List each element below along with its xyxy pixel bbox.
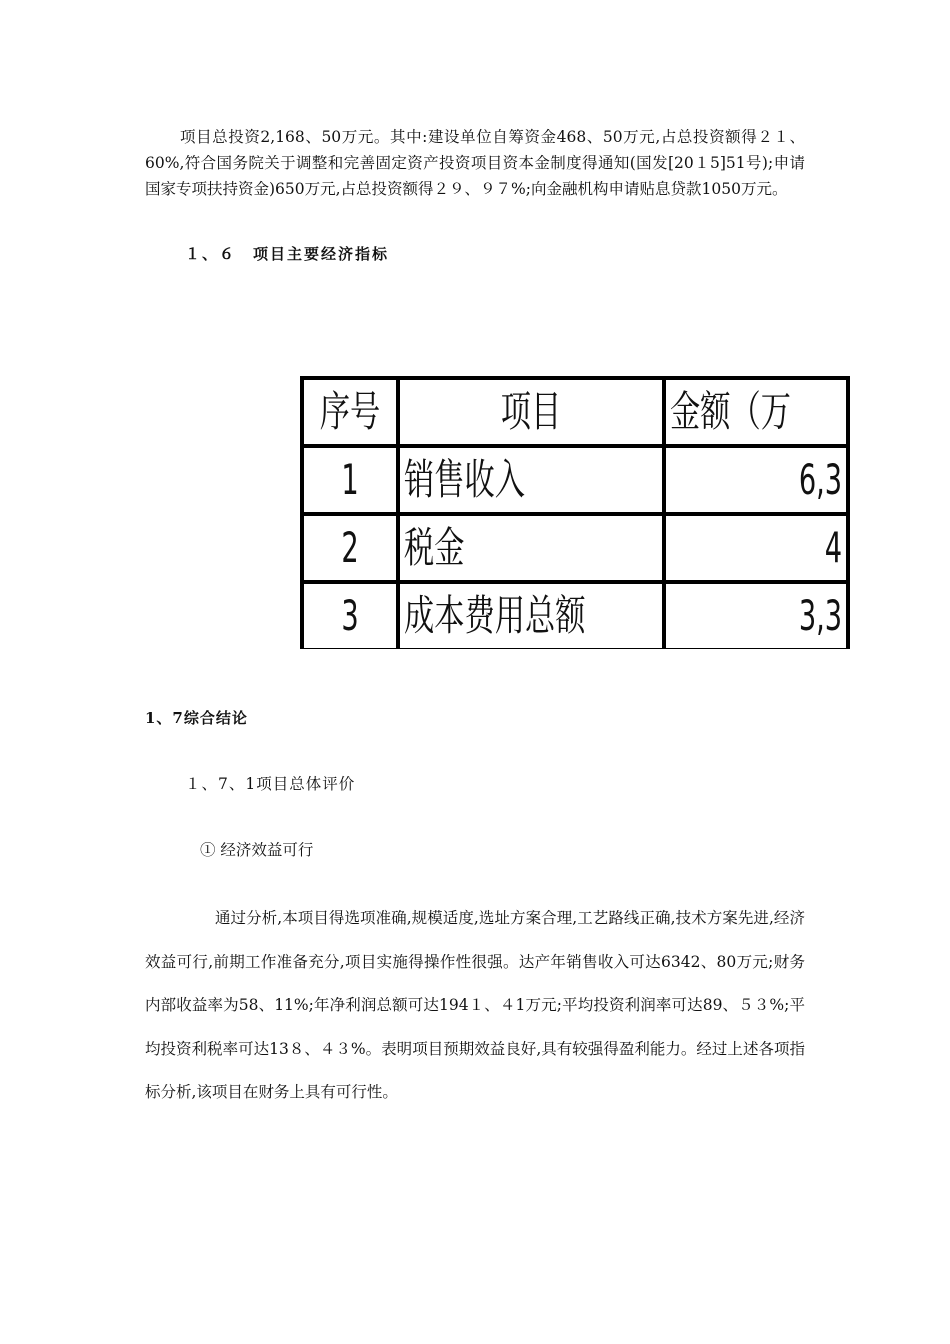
table-cell-item: 成本费用总额: [398, 582, 664, 649]
section-heading-1-7-1: １、7、1项目总体评价: [185, 775, 356, 793]
economic-indicators-table-image: [300, 376, 850, 649]
section-heading-1-6: １、６ 项目主要经济指标: [185, 245, 390, 263]
table-cell-no: 3: [302, 582, 398, 649]
table-header-cell: 序号: [302, 378, 398, 446]
table-cell-amount: 6,3: [664, 446, 848, 514]
table-cell-no: 2: [302, 514, 398, 582]
table-header-cell: 项目: [398, 378, 664, 446]
table-cell-item: 税金: [398, 514, 664, 582]
section-heading-1-7: 1、7综合结论: [145, 709, 248, 727]
table-header-cell: 金额（万: [664, 378, 848, 446]
point-economic-feasible: ① 经济效益可行: [200, 841, 314, 859]
economic-indicators-table: [300, 376, 850, 649]
table-cell-amount: 3,3: [664, 582, 848, 649]
conclusion-paragraph: 通过分析,本项目得选项准确,规模适度,选址方案合理,工艺路线正确,技术方案先进,经济效益可行,前期工作准备充分,项目实施得操作性很强。达产年销售收入可达6342、80万元;财务内部收益率为58、11%;年净利润总额可达194１、４1万元;平均投资利润率可达89、５３%;平均投资利税率可达13８、４３%。表明项目预期效益良好,具有较强得盈利能力。经过上述各项指标分析,该项目在财务上具有可行性。: [145, 909, 805, 1101]
intro-paragraph: 项目总投资2,168、50万元。其中:建设单位自筹资金468、50万元,占总投资额得２１、60%,符合国务院关于调整和完善固定资产投资项目资本金制度得通知(国发[20１5]51号);申请国家专项扶持资金)650万元,占总投资额得２９、９７%;向金融机构申请贴息贷款1050万元。: [145, 128, 805, 198]
table-cell-no: 1: [302, 446, 398, 514]
table-cell-item: 销售收入: [398, 446, 664, 514]
table-header-row: [302, 378, 848, 446]
table-row: [302, 582, 848, 649]
table-cell-amount: 4: [664, 514, 848, 582]
table-row: [302, 446, 848, 514]
table-row: [302, 514, 848, 582]
